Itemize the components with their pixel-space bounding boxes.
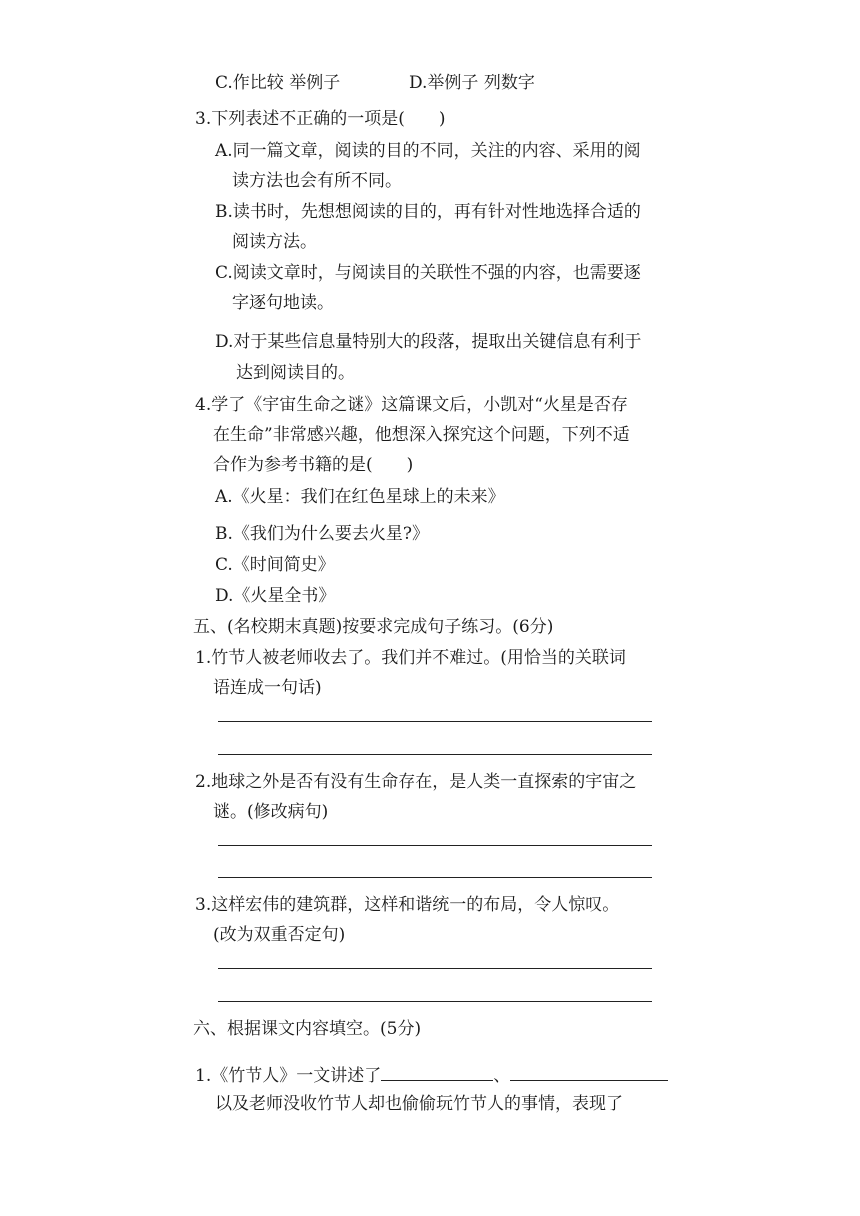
q3-stem: 3.下列表述不正确的一项是( ): [195, 109, 446, 129]
q4-stem-line1: 4.学了《宇宙生命之谜》这篇课文后，小凯对“火星是否存: [195, 395, 628, 415]
answer-line[interactable]: [218, 877, 652, 878]
s5-q1-line2: 语连成一句话): [213, 678, 322, 698]
q4-stem-line2: 在生命”非常感兴趣，他想深入探究这个问题，下列不适: [213, 425, 630, 445]
s6-q1-line1: [195, 1062, 668, 1087]
q4-option-b: B.《我们为什么要去火星?》: [215, 524, 430, 544]
s5-q1-line1: 1.竹节人被老师收去了。我们并不难过。(用恰当的关联词: [195, 648, 626, 668]
s5-q3-line2: (改为双重否定句): [213, 925, 346, 945]
fill-blank[interactable]: [381, 1062, 493, 1081]
s5-q3-line1: 3.这样宏伟的建筑群，这样和谐统一的布局，令人惊叹。: [195, 895, 620, 915]
q4-option-a: A.《火星：我们在红色星球上的未来》: [215, 487, 505, 507]
s6-q1-prefix: 1.《竹节人》一文讲述了: [195, 1066, 382, 1086]
q3-option-b: B.读书时，先想想阅读的目的，再有针对性地选择合适的: [215, 202, 641, 222]
section-6-heading: 六、根据课文内容填空。(5分): [193, 1019, 422, 1039]
s5-q2-line1: 2.地球之外是否有没有生命存在，是人类一直探索的宇宙之: [195, 772, 637, 792]
q3-option-c-cont: 字逐句地读。: [232, 293, 334, 313]
fill-blank[interactable]: [510, 1062, 668, 1081]
q3-option-a-cont: 读方法也会有所不同。: [232, 171, 402, 191]
q3-option-d-cont: 达到阅读目的。: [236, 363, 355, 383]
q3-option-c: C.阅读文章时，与阅读目的关联性不强的内容，也需要逐: [215, 263, 641, 283]
q2-option-c: C.作比较 举例子: [215, 73, 341, 93]
answer-line[interactable]: [218, 845, 652, 846]
q2-option-d: D.举例子 列数字: [409, 73, 535, 93]
q4-option-d: D.《火星全书》: [215, 586, 336, 606]
q3-option-a: A.同一篇文章，阅读的目的不同，关注的内容、采用的阅: [215, 141, 641, 161]
answer-line[interactable]: [218, 968, 652, 969]
s6-q1-separator: 、: [493, 1066, 511, 1086]
q4-option-c: C.《时间简史》: [215, 555, 335, 575]
answer-line[interactable]: [218, 1001, 652, 1002]
q4-stem-line3: 合作为参考书籍的是( ): [213, 455, 414, 475]
s6-q1-line2: 以及老师没收竹节人却也偷偷玩竹节人的事情，表现了: [215, 1094, 623, 1114]
answer-line[interactable]: [218, 754, 652, 755]
answer-line[interactable]: [218, 721, 652, 722]
s5-q2-line2: 谜。(修改病句): [213, 802, 329, 822]
q3-option-d: D.对于某些信息量特别大的段落，提取出关键信息有利于: [215, 332, 642, 352]
section-5-heading: 五、(名校期末真题)按要求完成句子练习。(6分): [193, 617, 554, 637]
q3-option-b-cont: 阅读方法。: [232, 232, 317, 252]
